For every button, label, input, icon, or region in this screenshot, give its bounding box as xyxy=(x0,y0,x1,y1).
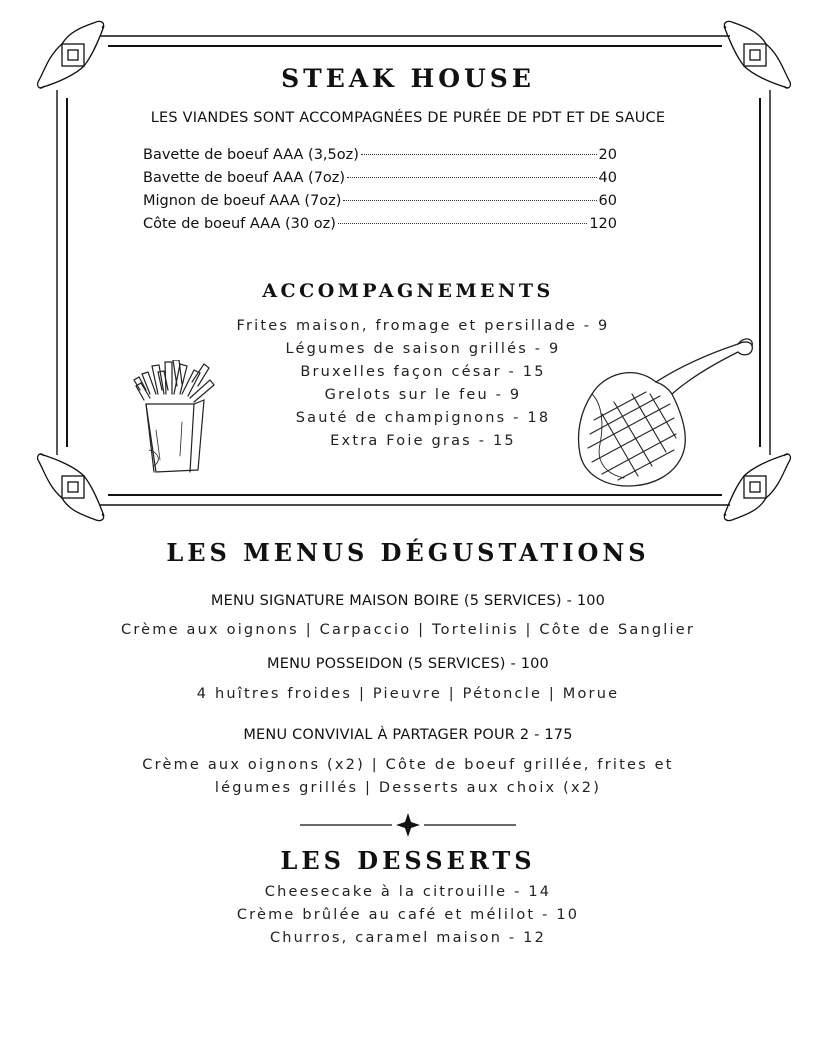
menu-title: MENU SIGNATURE MAISON BOIRE (5 SERVICES) - 100 xyxy=(210,593,606,609)
list-item: Crème brûlée au café et mélilot - 10 xyxy=(236,907,580,923)
dot-leader xyxy=(343,200,596,201)
steak-price-list xyxy=(143,144,617,236)
star-divider xyxy=(296,812,520,838)
sides-included-note: LES VIANDES SONT ACCOMPAGNÉES DE PURÉE DE PDT ET DE SAUCE xyxy=(150,110,666,126)
menu-courses: Crème aux oignons | Carpaccio | Tortelinis | Côte de Sanglier xyxy=(121,622,695,638)
star-icon xyxy=(396,813,420,837)
dish-price: 20 xyxy=(598,147,617,163)
dot-leader xyxy=(338,223,587,224)
french-fries-icon xyxy=(132,360,232,478)
menu-title: MENU CONVIVIAL À PARTAGER POUR 2 - 175 xyxy=(243,727,573,743)
list-item: Churros, caramel maison - 12 xyxy=(269,930,547,946)
desserts-title: LES DESSERTS xyxy=(280,846,536,875)
corner-ornament-bottom-left xyxy=(38,454,104,521)
menu-title: MENU POSSEIDON (5 SERVICES) - 100 xyxy=(267,656,549,672)
dish-price: 40 xyxy=(598,170,617,186)
list-item: Cheesecake à la citrouille - 14 xyxy=(264,884,552,900)
dish-price: 60 xyxy=(598,193,617,209)
price-row xyxy=(143,213,617,236)
sides-title: ACCOMPAGNEMENTS xyxy=(262,280,554,302)
price-row xyxy=(143,167,617,190)
list-item: Bruxelles façon césar - 15 xyxy=(300,364,546,380)
list-item: Frites maison, fromage et persillade - 9 xyxy=(236,318,610,334)
list-item: Grelots sur le feu - 9 xyxy=(324,387,522,403)
menu-courses: légumes grillés | Desserts aux choix (x2) xyxy=(214,780,602,796)
tasting-menus-title: LES MENUS DÉGUSTATIONS xyxy=(166,538,650,567)
dish-name: Côte de boeuf AAA (30 oz) xyxy=(143,216,336,232)
list-item: Extra Foie gras - 15 xyxy=(330,433,516,449)
dot-leader xyxy=(361,154,597,155)
dish-name: Bavette de boeuf AAA (7oz) xyxy=(143,170,346,186)
dot-leader xyxy=(347,177,596,178)
menu-courses: 4 huîtres froides | Pieuvre | Pétoncle | Morue xyxy=(196,686,620,702)
dish-name: Bavette de boeuf AAA (3,5oz) xyxy=(143,147,359,163)
price-row xyxy=(143,190,617,213)
tomahawk-steak-icon xyxy=(574,334,758,494)
steak-house-title: STEAK HOUSE xyxy=(281,64,535,93)
desserts-list xyxy=(0,881,816,950)
list-item: Légumes de saison grillés - 9 xyxy=(285,341,561,357)
dish-price: 120 xyxy=(589,216,617,232)
price-row xyxy=(143,144,617,167)
menu-courses: Crème aux oignons (x2) | Côte de boeuf grillée, frites et xyxy=(142,757,674,773)
list-item: Sauté de champignons - 18 xyxy=(295,410,551,426)
dish-name: Mignon de boeuf AAA (7oz) xyxy=(143,193,342,209)
